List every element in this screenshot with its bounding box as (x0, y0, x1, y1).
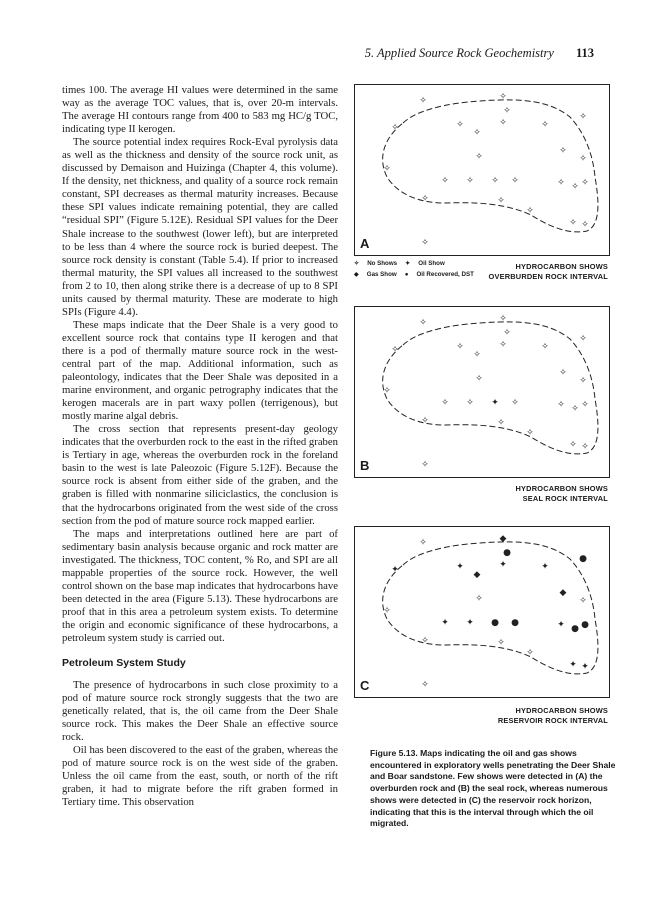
svg-text:✧: ✧ (503, 328, 511, 338)
panel-label-line: HYDROCARBON SHOWS (515, 484, 608, 493)
svg-text:✧: ✧ (499, 314, 507, 324)
svg-text:✦: ✦ (391, 565, 399, 575)
svg-text:✧: ✧ (419, 538, 427, 548)
panel-letter: B (360, 458, 370, 473)
svg-text:✧: ✧ (441, 398, 449, 408)
svg-text:✧: ✧ (383, 386, 391, 396)
svg-text:✧: ✧ (499, 340, 507, 350)
svg-text:✧: ✧ (579, 376, 587, 386)
svg-text:✧: ✧ (475, 594, 483, 604)
svg-text:✦: ✦ (499, 560, 507, 570)
svg-text:✦: ✦ (541, 562, 549, 572)
legend-oil-recovered: Oil Recovered, DST (416, 271, 474, 278)
svg-text:✧: ✧ (419, 96, 427, 106)
panel-label-line: HYDROCARBON SHOWS (515, 706, 608, 715)
panel-label-line: OVERBURDEN ROCK INTERVAL (488, 272, 608, 281)
svg-text:✧: ✧ (503, 106, 511, 116)
legend-gas-show: Gas Show (366, 271, 397, 278)
running-header (365, 46, 594, 61)
panel-letter: A (360, 236, 370, 251)
svg-text:✦: ✦ (581, 662, 589, 672)
svg-text:◆: ◆ (499, 534, 507, 544)
svg-text:✧: ✧ (466, 176, 474, 186)
svg-text:✧: ✧ (421, 194, 429, 204)
svg-text:✧: ✧ (526, 648, 534, 658)
svg-text:✧: ✧ (526, 428, 534, 438)
paragraph: times 100. The average HI values were determined in the same way as the average TOC values, that is, over 20-m intervals. The average HI contours range from 400 to 583 mg HC/g TOC, indicating type II kerogen. (62, 84, 338, 136)
svg-text:✧: ✧ (497, 418, 505, 428)
no-shows-icon: ✧ (354, 260, 360, 267)
svg-text:✧: ✧ (569, 440, 577, 450)
svg-text:✧: ✧ (571, 182, 579, 192)
panel-letter: C (360, 678, 370, 693)
svg-text:✧: ✧ (475, 152, 483, 162)
legend-oil-show: Oil Show (418, 260, 445, 267)
well-map-b (355, 307, 609, 477)
svg-text:✦: ✦ (441, 618, 449, 628)
svg-text:✧: ✧ (581, 442, 589, 452)
svg-text:✧: ✧ (456, 120, 464, 130)
panel-c-label (408, 706, 608, 726)
well-map-c (355, 527, 609, 697)
svg-text:✧: ✧ (579, 334, 587, 344)
running-title: 5. Applied Source Rock Geochemistry (364, 46, 554, 60)
svg-text:✧: ✧ (559, 368, 567, 378)
paragraph: Oil has been discovered to the east of the graben, whereas the pod of mature source rock is on the west side of the graben. Unless the oil came from the east, south, or north of the rift graben, it had to migrate before the rift graben formed in Tertiary time. This observation (62, 744, 338, 809)
svg-text:✧: ✧ (541, 342, 549, 352)
figure-caption: Figure 5.13. Maps indicating the oil and gas shows encountered in exploratory wells penetrating the Deer Shale and Boar sandstone. Few shows were detected in (A) the overburden rock and (B) the seal rock, whereas numerous shows were detected in (C) the reservoir rock horizon, indicating that this is the interval through which the oil migrated. (370, 748, 616, 829)
body-text-column (62, 84, 338, 810)
svg-text:✦: ✦ (569, 660, 577, 670)
map-panel-a (354, 84, 610, 256)
svg-text:✧: ✧ (421, 460, 429, 470)
svg-text:✧: ✧ (497, 196, 505, 206)
svg-text:●: ● (581, 620, 589, 630)
gas-show-icon: ◆ (354, 271, 359, 278)
svg-text:●: ● (503, 548, 511, 558)
section-heading: Petroleum System Study (62, 657, 186, 670)
svg-text:✧: ✧ (581, 220, 589, 230)
oil-recovered-icon: ● (404, 271, 409, 278)
svg-text:✧: ✧ (569, 218, 577, 228)
svg-text:✧: ✧ (421, 238, 429, 248)
svg-text:✧: ✧ (579, 596, 587, 606)
svg-text:✧: ✧ (559, 146, 567, 156)
svg-text:✦: ✦ (466, 618, 474, 628)
svg-text:✧: ✧ (419, 318, 427, 328)
svg-text:✧: ✧ (571, 404, 579, 414)
svg-text:✧: ✧ (491, 176, 499, 186)
oil-show-icon: ✦ (405, 260, 411, 267)
paragraph: The cross section that represents present-day geology indicates that the overburden rock to the east in the rifted graben is Tertiary in age, whereas the overburden rock in the foreland basin to the west is late Paleozoic (Figure 5.12F). Because the source rock is absent from either side of the graben, and the graben is filled with nonmarine siliciclastics, the conclusion is that the hydrocarbons originated from the west side of the cross section from the pod of mature source rock mapped earlier. (62, 423, 338, 527)
legend-no-shows: No Shows (367, 260, 398, 267)
well-map-a (355, 85, 609, 255)
svg-text:✧: ✧ (511, 398, 519, 408)
paragraph: The source potential index requires Rock-Eval pyrolysis data as well as the thickness and density of the source rock unit, as discussed by Demaison and Huizinga (Chapter 4, this volume). If the density, net thickness, and quality of a source rock remain constant, SPI decreases as thermal maturity increases. Because these SPI values indicate remaining potential, they are called “residual SPI” (Figure 5.12E). Residual SPI values for the Deer Shale increase to the southwest (lower left), but are interpreted to be less than 4 where the source rock is buried deepest. The source rock density is constant (Table 5.4). If prior to increased thermal maturity, the SPI values all increased to the southwest from 2 to 10, then along strike there is a decrease of up to 8 SPI units caused by thermal maturity. These are moderate to high SPIs (Figure 4.4). (62, 136, 338, 318)
svg-text:✧: ✧ (383, 164, 391, 174)
panel-label-line: HYDROCARBON SHOWS (515, 262, 608, 271)
svg-text:✧: ✧ (421, 636, 429, 646)
svg-text:✧: ✧ (499, 118, 507, 128)
svg-text:✧: ✧ (473, 128, 481, 138)
svg-text:✧: ✧ (581, 178, 589, 188)
paragraph: The maps and interpretations outlined here are part of sedimentary basin analysis because organic and rock matter are investigated. The thickness, TOC content, % Ro, and SPI are all mappable properties of the source rock. However, the well control shown on the base map indicates that hydrocarbons have been detected in the area (Figure 5.13). These hydrocarbons are proof that in this area a petroleum system exists. To determine the origin and economic significance of these hydrocarbons, a petroleum system study is carried out. (62, 527, 338, 644)
svg-text:✧: ✧ (475, 374, 483, 384)
map-panel-b (354, 306, 610, 478)
svg-text:✧: ✧ (456, 342, 464, 352)
svg-text:●: ● (571, 624, 579, 634)
svg-text:✧: ✧ (511, 176, 519, 186)
svg-text:✧: ✧ (581, 400, 589, 410)
svg-text:✧: ✧ (473, 350, 481, 360)
svg-text:✧: ✧ (441, 176, 449, 186)
svg-text:✦: ✦ (456, 562, 464, 572)
svg-text:◆: ◆ (559, 588, 567, 598)
map-panel-c (354, 526, 610, 698)
svg-text:✧: ✧ (383, 606, 391, 616)
panel-a-label (408, 262, 608, 282)
svg-text:✧: ✧ (579, 154, 587, 164)
svg-text:✦: ✦ (491, 398, 499, 408)
svg-text:◆: ◆ (473, 570, 481, 580)
svg-text:✧: ✧ (557, 178, 565, 188)
panel-label-line: RESERVOIR ROCK INTERVAL (497, 716, 608, 725)
svg-text:✧: ✧ (526, 206, 534, 216)
svg-text:✧: ✧ (391, 123, 399, 133)
svg-text:✧: ✧ (466, 398, 474, 408)
svg-text:✧: ✧ (497, 638, 505, 648)
svg-text:●: ● (511, 618, 519, 628)
svg-text:✧: ✧ (421, 416, 429, 426)
svg-text:✧: ✧ (579, 112, 587, 122)
panel-label-line: SEAL ROCK INTERVAL (522, 494, 608, 503)
svg-text:✧: ✧ (499, 92, 507, 102)
svg-text:✦: ✦ (557, 620, 565, 630)
svg-text:●: ● (579, 554, 587, 564)
svg-text:✧: ✧ (421, 680, 429, 690)
page-number: 113 (575, 46, 594, 60)
paragraph: The presence of hydrocarbons in such close proximity to a pod of mature source rock strongly suggests that the two are genetically related, that is, the oil came from the Deer Shale source rock. This makes the Deer Shale an effective source rock. (62, 679, 338, 744)
panel-b-label (408, 484, 608, 504)
svg-text:✧: ✧ (557, 400, 565, 410)
svg-text:✧: ✧ (391, 345, 399, 355)
svg-text:●: ● (491, 618, 499, 628)
paragraph: These maps indicate that the Deer Shale is a very good to excellent source rock that contains type II kerogen and that there is a pod of thermally mature source rock in the west-central part of the map. Additional information, such as paleontology, indicates that the Deer Shale was deposited in a marine environment, and organic petrography indicates that the kerogen macerals are in part waxy pollen (terrigenous), but mostly marine algal debris. (62, 318, 338, 423)
svg-text:✧: ✧ (541, 120, 549, 130)
